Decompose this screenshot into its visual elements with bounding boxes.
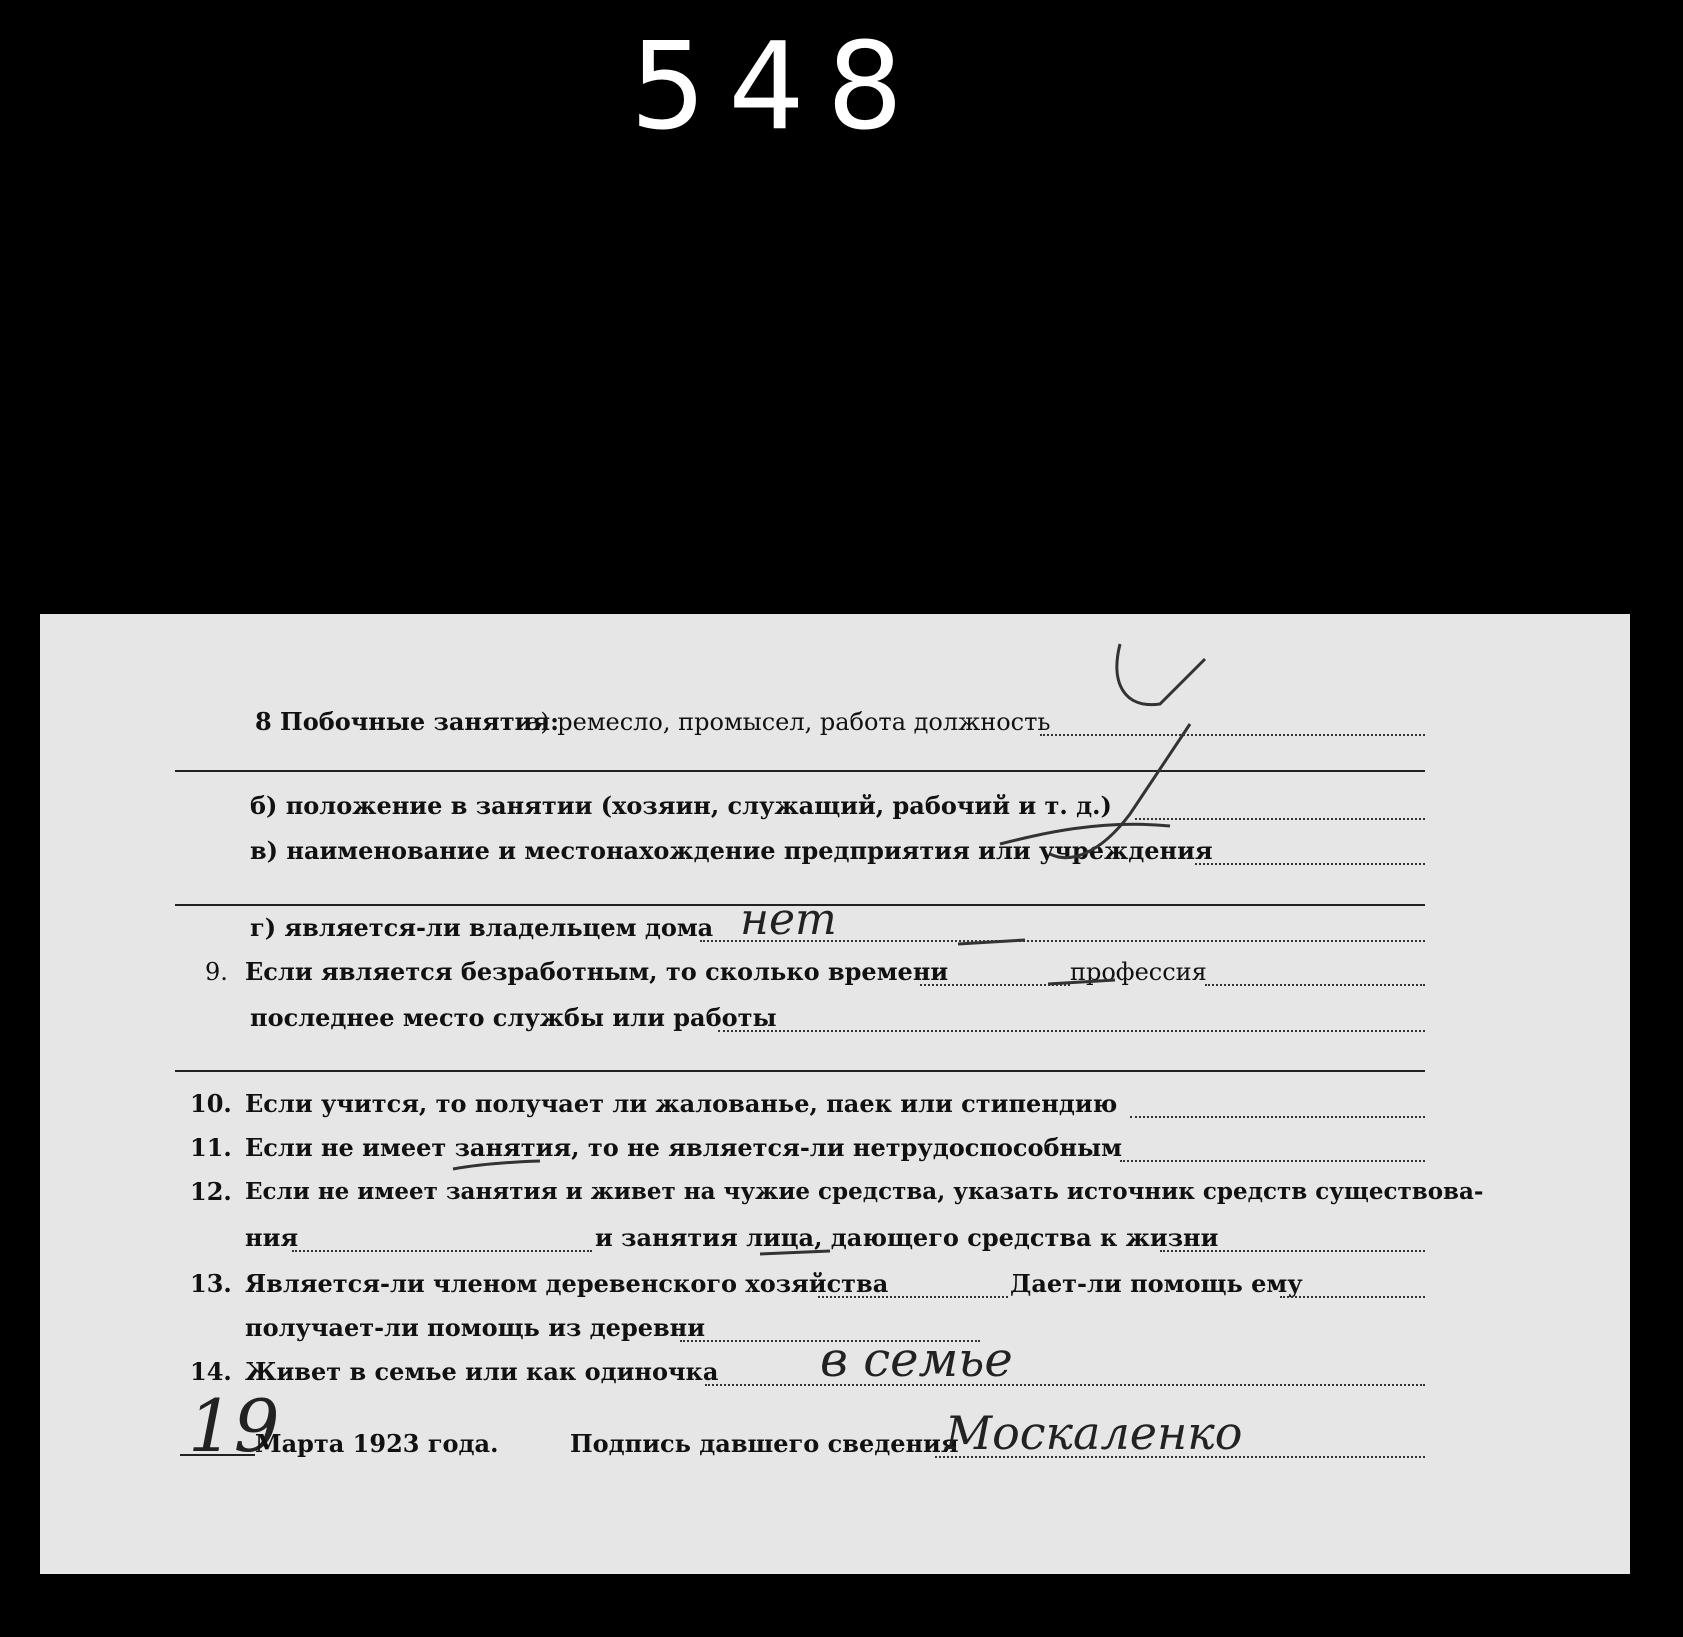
handwritten-strokes [40, 614, 1630, 1574]
q13-dash-stroke [760, 1251, 830, 1254]
q12-dash-stroke [453, 1161, 540, 1169]
q12-text: Если не имеет занятия и живет на чужие средства, указать источник средств существова- [245, 1178, 1484, 1205]
q14-text: Живет в семье или как одиночка [245, 1357, 719, 1386]
q9-profession-label: профессия [1070, 958, 1207, 986]
q10-text: Если учится, то получает ли жалованье, паек или стипендию [245, 1089, 1118, 1118]
q8-label: 8 Побочные занятия: [255, 707, 559, 736]
q13-receive-text: получает-ли помощь из деревни [245, 1313, 706, 1342]
q11-text: Если не имеет занятия, то не является-ли нетрудоспособным [245, 1133, 1123, 1162]
q13-help-text: Дает-ли помощь ему [1010, 1269, 1303, 1298]
date-text: Марта 1923 года. [255, 1429, 499, 1458]
q12-number: 12. [190, 1177, 232, 1206]
q8-g-handwritten-answer: нет [740, 894, 837, 945]
q9-last-job-text: последнее место службы или работы [250, 1003, 777, 1032]
q8-g-text: г) является-ли владельцем дома [250, 913, 714, 942]
q14-number: 14. [190, 1357, 232, 1386]
q8-b-text: б) положение в занятии (хозяин, служащий, рабочий и т. д.) [250, 791, 1112, 820]
q9-time-dash-stroke [958, 940, 1025, 944]
q9-text: Если является безработным, то сколько времени [245, 957, 949, 986]
q9-last-dash-stroke [1048, 980, 1115, 984]
q8-v-text: в) наименование и местонахождение предприятия или учреждения [250, 836, 1213, 865]
signature-handwritten: Москаленко [945, 1406, 1243, 1460]
q8-v-dash-stroke [1000, 824, 1170, 844]
q13-number: 13. [190, 1269, 232, 1298]
q12-occupation-text: и занятия лица, дающего средства к жизни [595, 1223, 1219, 1252]
q12-continuation: ния [245, 1223, 299, 1252]
signature-label: Подпись давшего сведения [570, 1429, 959, 1458]
archive-number: 548 [630, 18, 926, 157]
date-day-handwritten: 19 [188, 1384, 280, 1468]
q14-handwritten-answer: в семье [820, 1332, 1013, 1388]
q10-number: 10. [190, 1089, 232, 1118]
q9-number: 9. [205, 958, 228, 986]
q11-number: 11. [190, 1133, 232, 1162]
form-card [40, 614, 1630, 1574]
q13-text: Является-ли членом деревенского хозяйства [245, 1269, 889, 1298]
q8-a-text: а) ремесло, промысел, работа должность [526, 708, 1051, 736]
